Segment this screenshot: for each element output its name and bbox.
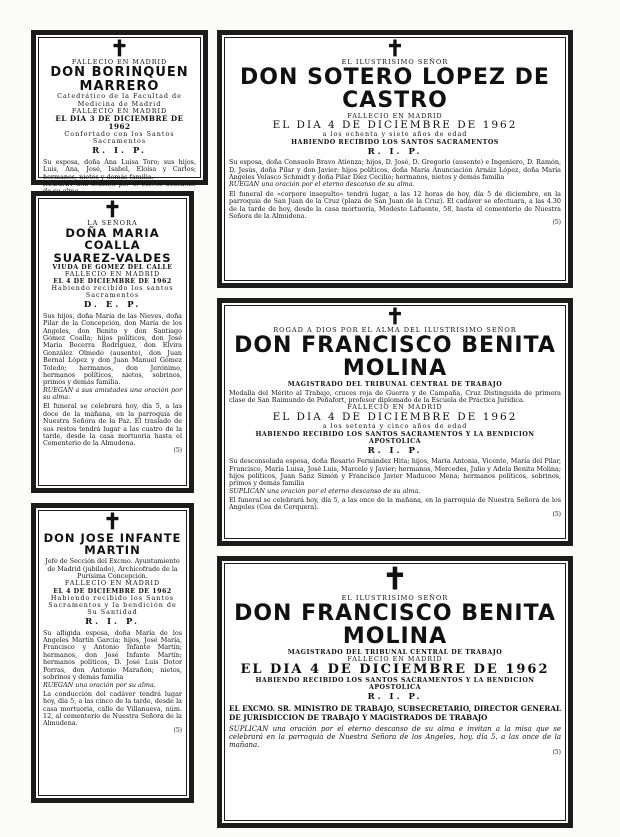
widow-of: VIUDA DE GOMEZ DEL CALLE	[52, 263, 173, 271]
deceased-name: DON JOSE INFANTE	[43, 531, 182, 545]
deceased-surname: MARTIN	[84, 543, 141, 558]
family-text: Sus hijos, doña María de las Nieves, doña Pilar de la Concepción, don María de los Angeles, don Benito y don Santiago Gómez Coalla; hijos políticos, don José María Becerra Rodríguez, don Elvira González Olmedo (ausente), don Juan Bernal López y don Juan Manuel Gómez Toledo; hermanos, don Jerónimo, hermanos políticos, nietos, sobrinos, primos y demás familia.	[43, 311, 182, 387]
deceased-name: DON SOTERO LOPEZ DE CASTRO	[240, 65, 550, 114]
sacraments: HABIENDO RECIBIDO LOS SANTOS SACRAMENTOS Y LA BENDICION APOSTOLICA	[255, 430, 535, 445]
reference-number: (5)	[173, 726, 182, 734]
age-text: a los ochenta y siete años de edad	[322, 130, 468, 139]
notice-died: FALLECIO EN MADRID	[71, 106, 168, 115]
rip: D. E. P.	[83, 300, 142, 311]
family-text: Su afligida esposa, doña María de los Angeles Martín García; hijos, José María, Francisco y Antonio Infante Martín; hermanos, don José Infante Martín; hermanos políticos, D. José Luis Dotor Porras, don Antonio Marañón; nietos, sobrinos y demás familia	[43, 628, 182, 682]
obituary-maria-coalla	[31, 191, 194, 493]
reference-number: (5)	[173, 446, 182, 454]
obituary-francisco-benita-1	[217, 298, 573, 546]
cross-icon: ✝	[110, 36, 129, 62]
cross-icon: ✝	[103, 197, 122, 223]
deceased-title: Jefe de Sección del Excmo. Ayuntamiento de Madrid (jubilado), Archicofrade de la Purísima Concepción.	[45, 557, 180, 580]
family-text: Su esposa, doña Consuelo Bravo Atienza; hijos, D. José, D. Gregorio (ausente) e Ingeniero, D. Ramón, D. Jesús, doña Pilar y don Javier; hijos políticos, doña María Anunciación Arnáiz López, doña María Angeles Velasco Schmidt y doña Pilar Díez Cecilio; hermanos, nietos y demás familia	[229, 158, 561, 182]
deceased-name: DOÑA MARIA COALLA	[65, 226, 160, 253]
reference-number: (5)	[552, 510, 561, 518]
funeral-text: La conducción del cadáver tendrá lugar hoy, día 5, a las cinco de la tarde, desde la casa mortuoria, calle de Villanueva, núm. 12, al cementerio de Nuestra Señora de la Almudena.	[43, 689, 182, 728]
obituary-sotero-lopez	[217, 30, 573, 288]
obituary-jose-infante	[31, 503, 194, 803]
honors-text: Medalla del Mérito al Trabajo, cruces roja de Guerra y de Campaña, Cruz Distinguida de primera clase de San Raimundo de Peñafort, profesor diplomado de la Escuela de Práctica Jurídica.	[229, 388, 561, 405]
funeral-text: El funeral se celebrará hoy, día 5, a las doce de la mañana, en la parroquia de Nuestra Señora de la Paz. El traslado de sus restos tendrá lugar a las cuatro de la tarde, desde la casa mortuoria hasta el Cementerio de la Almudena.	[43, 402, 182, 448]
deceased-name: DON BORINQUEN MARRERO	[50, 65, 189, 94]
sacraments: Habiendo recibido los santos Sacramentos	[51, 283, 174, 299]
death-date: EL DIA 4 DE DICIEMBRE DE 1962	[272, 410, 518, 423]
reference-number: (5)	[552, 748, 561, 756]
ruegan-text: RUEGAN una oración por su alma.	[43, 680, 156, 689]
rip: R. I. P.	[367, 692, 423, 703]
death-place: FALLECIO EN MADRID	[347, 654, 443, 663]
rip: R. I. P.	[92, 146, 147, 157]
age-text: a los setenta y cinco años de edad	[322, 422, 468, 431]
death-date: EL DIA 3 DE DICIEMBRE DE 1962	[55, 113, 184, 132]
notice-pre: LA SEÑORA	[87, 219, 138, 227]
rip: R. I. P.	[85, 617, 140, 628]
family-text: Su desconsolada esposa, doña Rosario Fernández Hita; hijos, María Antonia, Vicente, María del Pilar, Francisco, María Luisa, José Luis, Marcelo y Javier; hermanos, Mercedes, Julio y Adela Benita Molina; hijos políticos, Juan Sanz Simón y Francisco Javier Maduceo Mena; hermanos políticos, sobrinos, primos y demás familia	[229, 457, 561, 488]
sacraments: Habiendo recibido los Santos Sacramentos y la bendición de Su Santidad	[48, 593, 177, 616]
deceased-title: MAGISTRADO DEL TRIBUNAL CENTRAL DE TRABAJO	[287, 380, 503, 388]
obituary-francisco-benita-2	[217, 556, 573, 828]
notice-pre: FALLECIO EN MADRID	[71, 58, 168, 66]
obituary-borinquen-marrero	[31, 30, 208, 189]
deceased-title: MAGISTRADO DEL TRIBUNAL CENTRAL DE TRABAJO	[287, 648, 503, 656]
notice-pre: ROGAD A DIOS POR EL ALMA DEL ILUSTRISIMO SEÑOR	[273, 326, 517, 334]
ruegan-text: SUPLICAN una oración por el eterno descanso de su alma e invitan a la misa que se celebrará en la parroquia de Nuestra Señora de los Angeles, hoy, día 5, a las once de la mañana.	[229, 725, 561, 749]
death-place: FALLECIO EN MADRID	[347, 403, 443, 412]
ruegan-text: RUEGAN una oración por el eterno descanso de su alma.	[229, 180, 415, 189]
cross-icon: ✝	[385, 304, 405, 330]
deceased-name: DON FRANCISCO BENITA MOLINA	[234, 333, 556, 382]
deceased-name: DON FRANCISCO BENITA MOLINA	[234, 601, 556, 650]
funeral-text: El funeral de «corpore insepulto» tendrá lugar, a las 12 horas de hoy, día 5 de diciembre, en la parroquia de San Juan de la Cruz (plaza de San Juan de la Cruz). El cadáver se efectuará, a las 4.30 de la tarde de hoy, desde la casa mortuoria, Modesto Lafuente, 58, hasta el cementerio de Nuestra Señora de la Almudena.	[229, 189, 561, 220]
sacraments: HABIENDO RECIBIDO LOS SANTOS SACRAMENTOS Y LA BENDICION APOSTOLICA	[255, 677, 535, 692]
death-place: FALLECIO EN MADRID	[64, 579, 161, 588]
ruegan-text: RUEGAN una oración por el eterno descanso	[43, 180, 196, 189]
cross-icon: ✝	[103, 509, 122, 535]
notice-pre: EL ILUSTRISIMO SEÑOR	[341, 594, 449, 602]
ruegan-text: SUPLICAN una oración por el eterno descanso de su alma.	[229, 486, 421, 495]
family-text: Su esposa, doña Ana Luisa Toro; sus hijos, Luis, Ana, José, Isabel, Eloísa y Carlos; hermanos, nietos y demás familia.	[43, 157, 196, 181]
death-place: FALLECIO EN MADRID	[347, 111, 443, 120]
deceased-surname: SUAREZ-VALDES	[53, 250, 172, 265]
notice-detail: Catedrático de la Facultad de Medicina de Madrid	[57, 92, 182, 108]
rip: R. I. P.	[367, 146, 423, 157]
cross-icon: ✝	[382, 562, 408, 597]
death-date: EL 4 DE DICIEMBRE DE 1962	[53, 587, 172, 595]
sacraments: Confortado con los Santos Sacramentos	[64, 130, 175, 146]
death-date: EL DIA 4 DE DICIEMBRE DE 1962	[272, 118, 518, 131]
notice-pre: EL ILUSTRISIMO SEÑOR	[341, 58, 449, 66]
mourners-text: EL EXCMO. SR. MINISTRO DE TRABAJO, SUBSECRETARIO, DIRECTOR GENERAL DE JURISDICCION DE TRABAJO Y MAGISTRADOS DE TRABAJO	[229, 703, 561, 722]
sacraments: HABIENDO RECIBIDO LOS SANTOS SACRAMENTOS	[291, 138, 499, 146]
ruegan-text: RUEGAN a sus amistades una oración por su alma.	[43, 385, 182, 402]
rip: R. I. P.	[367, 445, 423, 456]
death-date: EL DIA 4 DE DICIEMBRE DE 1962	[240, 661, 550, 677]
reference-number: (5)	[552, 219, 561, 227]
cross-icon: ✝	[385, 36, 405, 62]
death-date: EL 4 DE DICIEMBRE DE 1962	[53, 277, 172, 285]
funeral-text: El funeral se celebrará hoy, día 5, a las once de la mañana, en la parroquia de Nuestra Señora de los Angeles (Cea de Cerquera).	[229, 496, 561, 512]
death-place: FALLECIO EN MADRID	[64, 269, 161, 278]
